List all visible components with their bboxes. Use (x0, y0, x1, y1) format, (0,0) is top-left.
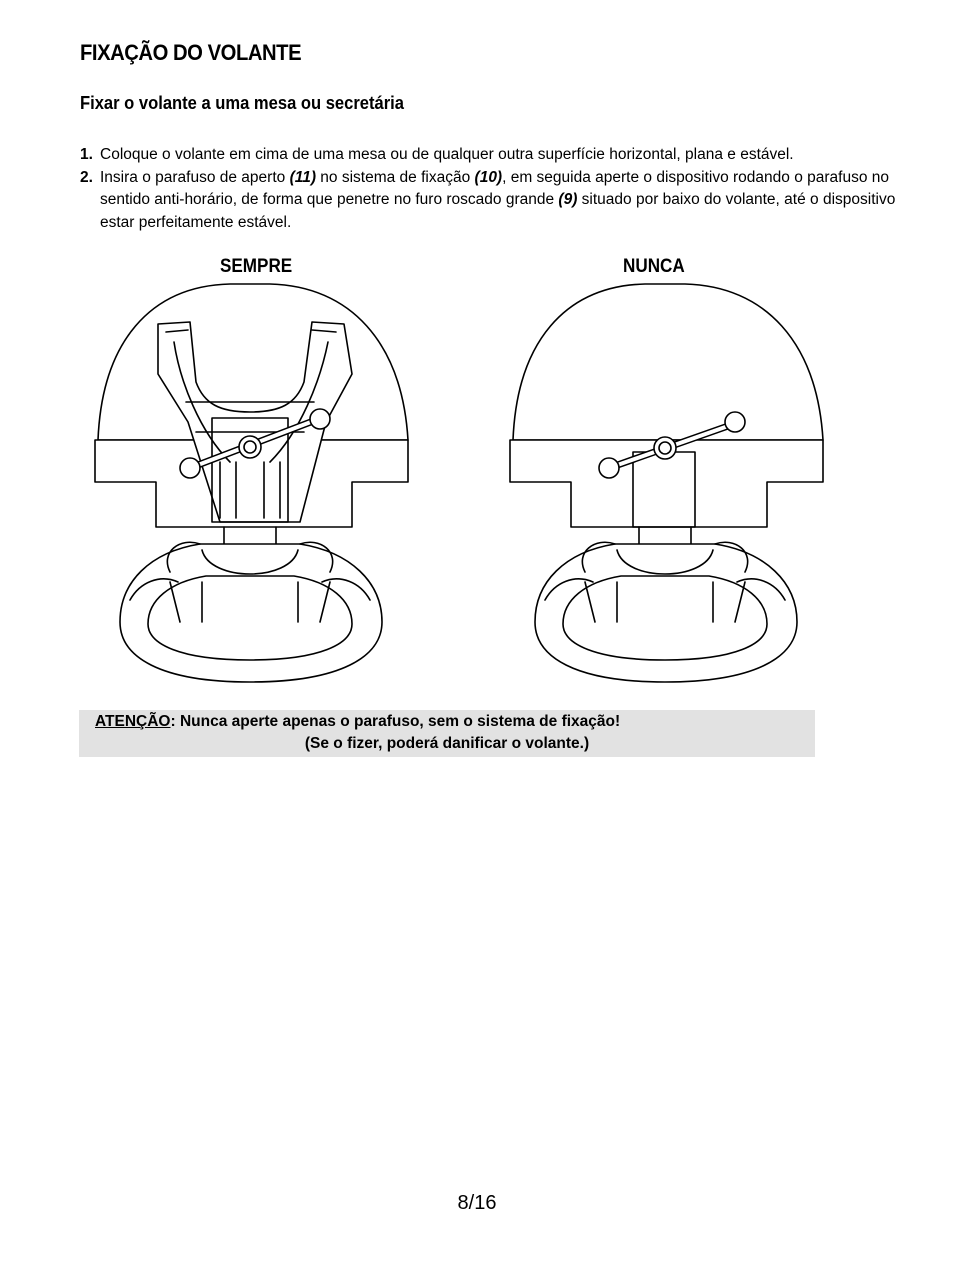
step-text: Coloque o volante em cima de uma mesa ou de qualquer outra superfície horizontal, plana e estável. (100, 146, 794, 163)
figure-label-nunca: NUNCA (623, 256, 685, 277)
warning-box (79, 710, 815, 757)
page-title: FIXAÇÃO DO VOLANTE (80, 40, 302, 65)
step-text-part: situado por baixo do volante, até o dispositivo estar perfeitamente estável. (100, 191, 896, 231)
part-ref-9: (9) (558, 191, 578, 208)
wheel-body-outline (510, 284, 823, 527)
warning-text: : Nunca aperte apenas o parafuso, sem o sistema de fixação! (170, 713, 621, 730)
page-number: 8/16 (457, 1192, 497, 1214)
instruction-list (80, 144, 920, 234)
step-text-part: no sistema de fixação (316, 168, 475, 186)
part-ref-10: (10) (474, 168, 503, 186)
step-number: 1. (80, 146, 93, 163)
wheel-without-clamp-illustration (505, 282, 835, 692)
instruction-step-1 (80, 144, 920, 167)
wheel-rim-outline (120, 527, 382, 682)
warning-keyword: ATENÇÃO (95, 713, 171, 730)
figure-label-sempre: SEMPRE (220, 256, 293, 277)
section-subtitle: Fixar o volante a uma mesa ou secretária (80, 93, 404, 113)
step-text-part: Insira o parafuso de aperto (100, 168, 290, 186)
instruction-step-2 (80, 167, 920, 235)
warning-line-1 (95, 711, 620, 733)
part-ref-11: (11) (289, 168, 316, 186)
wheel-rim-outline (535, 527, 797, 682)
step-text-part: , em seguida aperte o dispositivo rodando o parafuso no sentido anti-horário, de forma que penetre no furo roscado grande (100, 168, 890, 208)
warning-line-2: (Se o fizer, poderá danificar o volante.) (304, 735, 590, 752)
step-number: 2. (80, 168, 93, 186)
wheel-with-clamp-illustration (90, 282, 420, 692)
